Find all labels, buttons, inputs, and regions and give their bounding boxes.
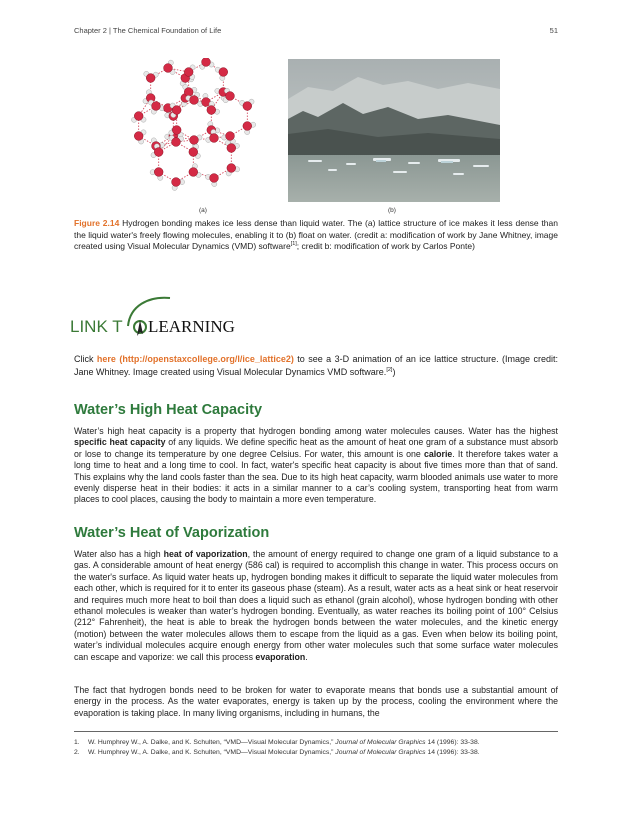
water-molecule (200, 58, 214, 69)
footnote-citation: 14 (1996): 33-38. (425, 739, 480, 746)
logo-text-learning: LEARNING (148, 317, 235, 336)
water-molecule (150, 168, 163, 181)
footnotes (74, 738, 558, 758)
water-molecule (243, 122, 256, 135)
footnote-2 (74, 748, 558, 758)
link-to-learning-text (74, 353, 558, 378)
chapter-title: Chapter 2 | The Chemical Foundation of Life (74, 26, 222, 35)
water-molecule (240, 99, 255, 110)
figure-caption (74, 218, 558, 253)
footnote-1 (74, 738, 558, 748)
water-molecule (226, 164, 240, 176)
ice-lattice-link[interactable]: here (http://openstaxcollege.org/l/ice_lattice2) (96, 354, 294, 364)
footnote-text: W. Humphrey W., A. Dalke, and K. Schulten, “VMD—Visual Molecular Dynamics,” (88, 749, 336, 756)
floating-ice-photo (288, 59, 500, 202)
vap-text-2: , the amount of energy required to change one gram of a liquid substance to a gas. A considerable amount of heat energy (586 cal) is required to accomplish this change in water. This process occurs on the water's surface. As liquid water heats up, hydrogen bonding makes it difficult to separate the liquid water molecules from each other, which is required for it to enter its gaseous phase (steam). As a result, water acts as a heat sink or heat reservoir and requires much more heat to boil than does a liquid such as ethanol (grain alcohol), whose hydrogen bonding with other ethanol molecules is weaker than water’s hydrogen bonding. Eventually, as water reaches its boiling point of 100° Celsius (212° Fahrenheit), the heat is able to break the hydrogen bonds between the water molecules, and the kinetic energy (motion) between the water molecules allows them to escape from the liquid as a gas. Even when below its boiling point, water’s individual molecules acquire enough energy from other water molecules such that some surface water molecules can escape and vaporize: we call this process (74, 549, 559, 662)
water-molecule (205, 174, 218, 187)
ltl-text-before: Click (74, 354, 97, 364)
water-molecule (215, 67, 228, 80)
heat-text-2: of any liquids. We define specific heat as the amount of heat one gram of a substance must absorb or lose to change its temperature by one degree Celsius. For water, this amount is one (74, 437, 558, 459)
vap-text-3: . (305, 651, 308, 662)
water-molecule (134, 130, 146, 144)
heading-heat-of-vaporization: Water’s Heat of Vaporization (74, 525, 270, 541)
caption-footnote-ref[interactable]: [1] (290, 241, 297, 248)
heat-text-3: . It therefore takes water a long time to heat and a long time to cool. In fact, water's specific heat capacity is about five times more than that of sand. This explains why the land cools faster than the sea. Due to its high heat capacity, warm blooded animals use water to more evenly disperse heat in their bodies: it acts in a similar manner to a car’s cooling system, transporting heat from warm places to cool places, causing the body to maintain a more even temperature. (74, 448, 558, 505)
link-to-learning-logo (70, 292, 240, 340)
logo-text-link: LINK T (70, 317, 123, 336)
term-evaporation: evaporation (255, 651, 306, 662)
water-molecule (144, 71, 159, 82)
term-calorie: calorie (423, 448, 453, 459)
footnote-citation: 14 (1996): 33-38. (425, 749, 480, 756)
term-heat-of-vaporization: heat of vaporization (163, 549, 248, 559)
paragraph-heat-capacity (74, 426, 558, 506)
water-molecule (189, 144, 201, 158)
water-molecule (172, 178, 185, 191)
running-head (74, 26, 558, 35)
footnote-journal: Journal of Molecular Graphics (335, 739, 426, 746)
ltl-text-after: to see a 3-D animation of an ice lattice structure. (Image credit: Jane Whitney. Image created using Visual Molecular Dynamics VMD software. (74, 354, 558, 377)
footnote-journal: Journal of Molecular Graphics (335, 749, 426, 756)
vap-text-1: Water also has a high (74, 549, 164, 559)
ltl-close: ) (392, 366, 396, 377)
term-specific-heat-capacity: specific heat capacity (74, 437, 166, 448)
heading-heat-capacity: Water’s High Heat Capacity (74, 402, 263, 418)
footnote-number: 2. (74, 749, 80, 756)
water-molecule (148, 100, 160, 114)
figure-label-a: (a) (199, 207, 207, 214)
caption-tail: ; credit b: modification of work by Carlos Ponte) (296, 241, 475, 251)
ice-lattice-image (126, 58, 256, 204)
figure-number: Figure 2.14 (74, 218, 120, 228)
ltl-footnote-ref[interactable]: [2] (386, 366, 393, 373)
paragraph-evaporation-cooling: The fact that hydrogen bonds need to be broken for water to evaporate means that bonds use a substantial amount of energy in the process. As the water evaporates, energy is taken up by the process, cooling the environment where the evaporation is taking place. In many living organisms, including in humans, the (74, 685, 558, 718)
heat-text-1: Water’s high heat capacity is a property that hydrogen bonding among water molecules causes. Water has the highest (74, 426, 558, 436)
water-molecule (164, 60, 176, 74)
water-molecule (189, 164, 201, 178)
figure-label-b: (b) (388, 207, 396, 214)
caption-text: Hydrogen bonding makes ice less dense than liquid water. The (a) lattice structure of ice makes it less dense than the liquid water's freely flowing molecules, enabling it to (b) float on water. (credit a: modification of work by Jane Whitney, image created using Visual Molecular Dynamics (VMD) software (74, 218, 558, 251)
footnote-text: W. Humphrey W., A. Dalke, and K. Schulten, “VMD—Visual Molecular Dynamics,” (88, 739, 336, 746)
figure-2-14 (74, 56, 558, 216)
paragraph-vaporization (74, 549, 558, 663)
page-number: 51 (549, 26, 558, 35)
footnote-number: 1. (74, 739, 80, 746)
footnote-divider (74, 731, 558, 732)
